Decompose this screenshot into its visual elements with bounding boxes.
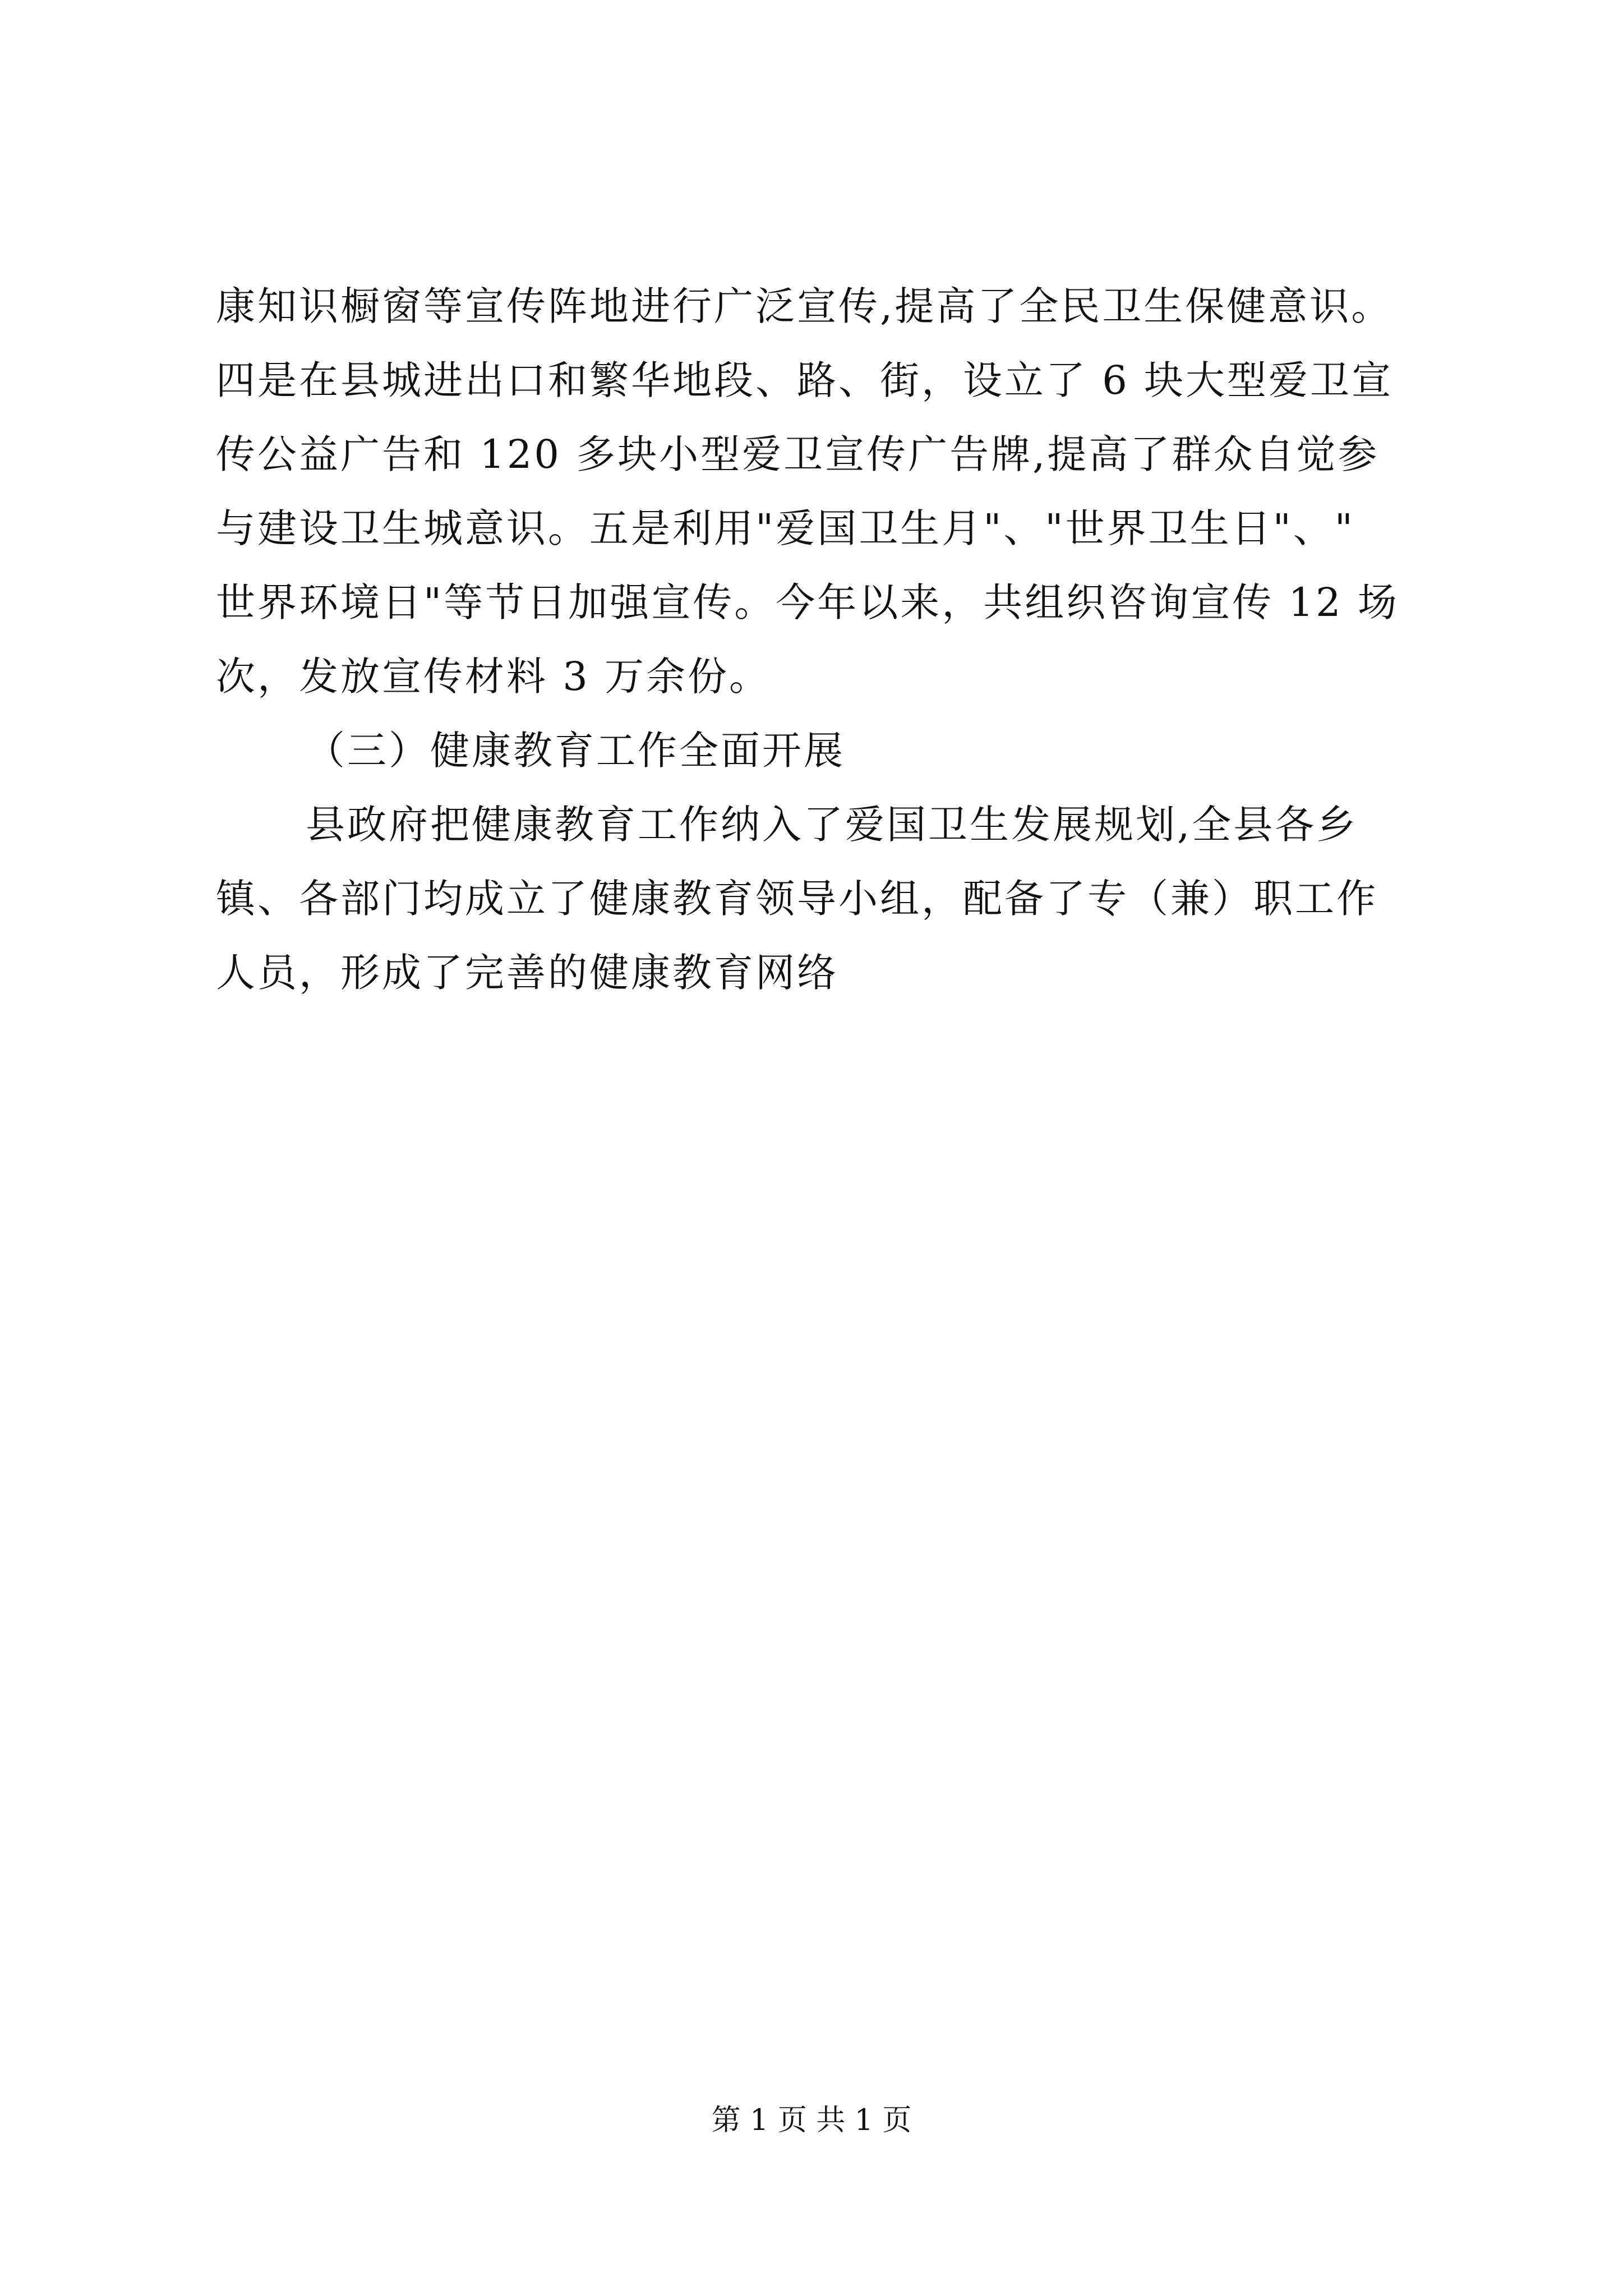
text-line: 与建设卫生城意识。五是利用"爱国卫生月"、"世界卫生日"、": [216, 505, 1355, 551]
text-line: 人员，形成了完善的健康教育网络: [216, 950, 838, 996]
paragraph-first-line: 县政府把健康教育工作纳入了爱国卫生发展规划,全县各乡: [306, 802, 1358, 848]
text-line: 镇、各部门均成立了健康教育领导小组，配备了专（兼）职工作: [216, 876, 1378, 922]
text-line: 世界环境日"等节日加强宣传。今年以来，共组织咨询宣传 12 场: [216, 579, 1399, 625]
text-line: 康知识橱窗等宣传阵地进行广泛宣传,提高了全民卫生保健意识。: [216, 283, 1393, 329]
body-text: [216, 269, 1495, 1010]
section-heading: （三）健康教育工作全面开展: [306, 728, 845, 774]
text-line: 传公益广告和 120 多块小型爱卫宣传广告牌,提高了群众自觉参: [216, 431, 1380, 477]
text-line: 四是在县城进出口和繁华地段、路、街，设立了 6 块大型爱卫宣: [216, 357, 1394, 403]
text-line: 次，发放宣传材料 3 万余份。: [216, 654, 771, 700]
page-footer: 第 1 页 共 1 页: [711, 2104, 912, 2137]
